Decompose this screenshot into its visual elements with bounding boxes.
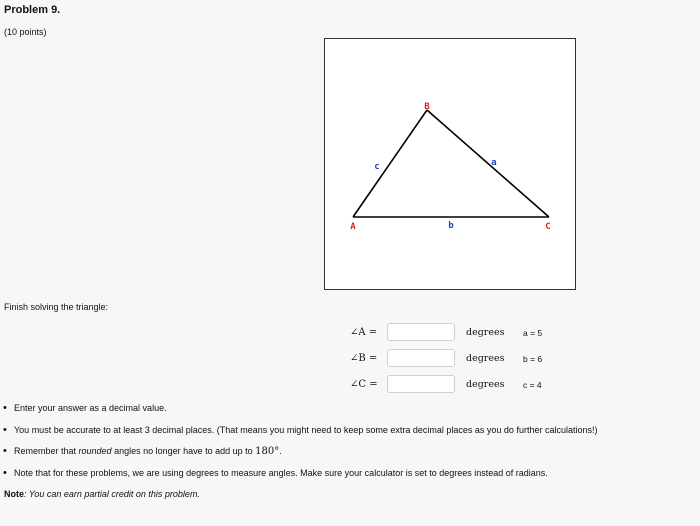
angle-b-input[interactable] (387, 349, 455, 367)
note-rounded-number: 180° (255, 446, 280, 457)
side-label-b: b (448, 221, 454, 231)
instruction-text: Finish solving the triangle: (4, 302, 109, 312)
note-degrees: • Note that for these problems, we are using degrees to measure angles. Make sure your calculator is set to degrees instead of radians. (14, 468, 548, 478)
vertex-label-c: C (545, 222, 551, 232)
angle-c-unit: degrees (466, 379, 505, 390)
answer-row-a (0, 323, 700, 343)
side-label-a: a (491, 158, 497, 168)
note-rounded-end: . (279, 446, 282, 456)
note-rounded-em: rounded (78, 446, 112, 456)
partial-credit-note (4, 489, 200, 499)
angle-c-label: ∠C = (350, 379, 378, 390)
note-label: Note (4, 489, 24, 499)
side-a-value: a = 5 (523, 328, 543, 338)
note-decimal: • Enter your answer as a decimal value. (14, 403, 167, 413)
angle-a-input[interactable] (387, 323, 455, 341)
problem-points: (10 points) (4, 27, 47, 37)
problem-title: Problem 9. (4, 4, 61, 16)
note-rounded (14, 446, 282, 457)
note-rounded-pre: Remember that (14, 446, 79, 456)
note-text: : You can earn partial credit on this problem. (24, 489, 200, 499)
note-rounded-mid: angles no longer have to add up to (111, 446, 256, 456)
angle-b-unit: degrees (466, 353, 505, 364)
side-b-value: b = 6 (523, 354, 543, 364)
triangle-figure (324, 38, 576, 290)
vertex-label-a: A (350, 222, 356, 232)
side-a-line (427, 110, 549, 217)
answer-row-c (0, 375, 700, 395)
angle-a-label: ∠A = (350, 327, 378, 338)
side-c-line (353, 110, 427, 217)
angle-b-label: ∠B = (350, 353, 378, 364)
answer-row-b (0, 349, 700, 369)
side-label-c: c (374, 162, 380, 172)
side-c-value: c = 4 (523, 380, 542, 390)
triangle-diagram (325, 39, 575, 289)
note-accuracy: • You must be accurate to at least 3 decimal places. (That means you might need to keep some extra decimal places as you do further calculations!) (14, 425, 597, 435)
vertex-label-b: B (424, 102, 430, 112)
angle-a-unit: degrees (466, 327, 505, 338)
angle-c-input[interactable] (387, 375, 455, 393)
